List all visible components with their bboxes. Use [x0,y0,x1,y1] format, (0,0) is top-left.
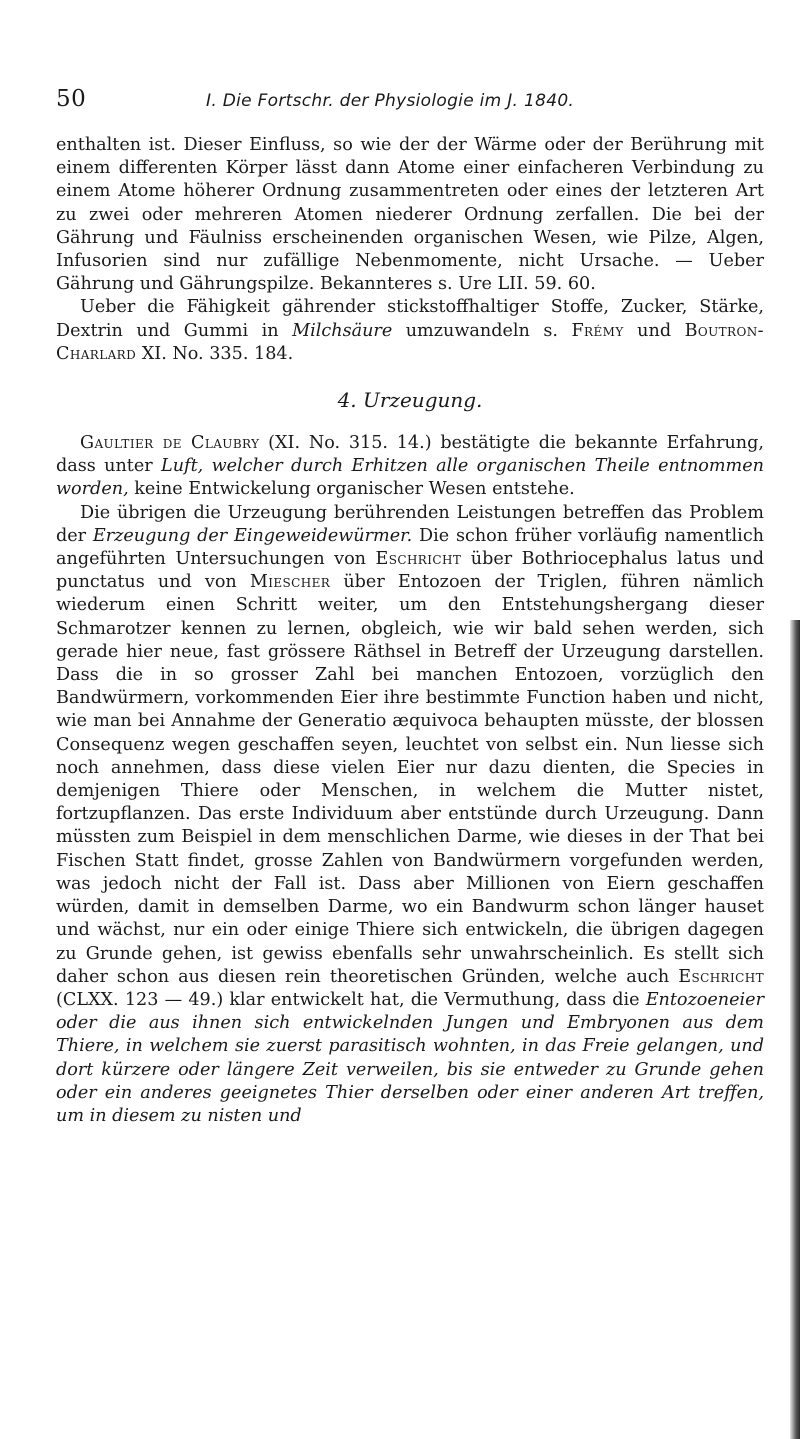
emphasis-luft: Luft, welcher durch Erhitzen alle organischen Theile entnommen worden, [56,456,764,500]
paragraph-eingeweidewuermer: Die übrigen die Urzeugung berührenden Leistungen betreffen das Problem der Erzeugung der Eingeweidewürmer. Die schon früher vorläufig namentlich angeführten Untersuchungen von Eschricht über Bothriocephalus latus und punctatus und von Miescher über Entozoen der Triglen, führen nämlich wiederum einen Schritt weiter, um den Entstehungshergang dieser Schmarotzer kennen zu lernen, obgleich, wie wir bald sehen werden, sich gerade hier neue, fast grössere Räthsel in Betreff der Urzeugung darstellen. Dass die in so grosser Zahl bei manchen Entozoen, vorzüglich den Bandwürmern, vorkommenden Eier ihre bestimmte Function haben und nicht, wie man bei Annahme der Generatio æquivoca behaupten müsste, der blossen Consequenz wegen geschaffen seyen, leuchtet von selbst ein. Nun liesse sich noch annehmen, dass diese vielen Eier nur dazu dienten, die Species in demjenigen Thiere oder Menschen, in welchem die Mutter nistet, fortzupflanzen. Das erste Individuum aber entstünde durch Urzeugung. Dann müssten zum Beispiel in dem menschlichen Darme, wie dieses in der That bei Fischen Statt findet, grosse Zahlen von Bandwürmern vorgefunden werden, was jedoch nicht der Fall ist. Dass aber Millionen von Eiern geschaffen würden, damit in demselben Darme, wo ein Bandwurm schon länger hauset und wächst, nur ein oder einige Thiere sich entwickeln, die übrigen dagegen zu Grunde gehen, ist gewiss ebenfalls sehr unwahrscheinlich. Es stellt sich daher schon aus diesen rein theoretischen Gründen, welche auch Eschricht (CLXX. 123 — 49.) klar entwickelt hat, die Vermuthung, dass die Entozoeneier oder die aus ihnen sich entwickelnden Jungen und Embryonen aus dem Thiere, in welchem sie zuerst parasitisch wohnten, in das Freie gelangen, und dort kürzere oder längere Zeit verweilen, bis sie entweder zu Grunde gehen oder ein anderes geeignetes Thier derselben oder einer anderen Art treffen, um in diesem zu nisten und [56,502,764,1126]
section-heading-urzeugung: 4. Urzeugung. [337,388,483,413]
running-head [56,86,764,112]
emphasis-milchsaeure: Milchsäure [292,320,393,341]
paragraph-gaultier: Gaultier de Claubry (XI. No. 315. 14.) bestätigte die bekannte Erfahrung, dass unter Luft, welcher durch Erhitzen alle organischen Theile entnommen worden, keine Entwickelung organischer Wesen entstehe. [56,433,764,500]
author-eschricht: Eschricht [375,549,462,570]
emphasis-entozoeneier: Entozoeneier oder die aus ihnen sich entwickelnden Jungen und Embryonen aus dem Thiere, in welchem sie zuerst parasitisch wohnten, in das Freie gelangen, und dort kürzere oder längere Zeit verweilen, bis sie entweder zu Grunde gehen oder ein anderes geeignetes Thier derselben oder einer anderen Art treffen, um in diesem zu nisten und [56,989,764,1126]
paragraph-gaehrung: enthalten ist. Dieser Einfluss, so wie der der Wärme oder der Berührung mit einem differenten Körper lässt dann Atome einer einfacheren Verbindung zu einem Atome höherer Ordnung zusammentreten oder eines der letzteren Art zu zwei oder mehreren Atomen niederer Ordnung zerfallen. Die bei der Gährung und Fäulniss erscheinenden organischen Wesen, wie Pilze, Algen, Infusorien sind nur zufällige Nebenmomente, nicht Ursache. — Ueber Gährung und Gährungspilze. Bekannteres s. Ure LII. 59. 60. [56,135,764,295]
author-boutron-charlard: Boutron-Charlard [56,320,764,364]
paragraph-milchsaeure: Ueber die Fähigkeit gährender stickstoffhaltiger Stoffe, Zucker, Stärke, Dextrin und Gummi in Milchsäure umzuwandeln s. Frémy und Boutron-Charlard XI. No. 335. 184. [56,297,764,364]
scan-edge-shadow [790,620,800,1439]
author-gaultier-de-claubry: Gaultier de Claubry [80,433,260,454]
page-number: 50 [56,86,87,112]
author-eschricht-2: Eschricht [678,966,764,987]
author-miescher: Miescher [249,572,331,593]
emphasis-erzeugung: Erzeugung der Eingeweidewürmer. [92,525,413,546]
author-fremy: Frémy [571,320,624,341]
running-title: I. Die Fortschr. der Physiologie im J. 1840. [206,91,575,111]
page-body [56,86,764,1128]
